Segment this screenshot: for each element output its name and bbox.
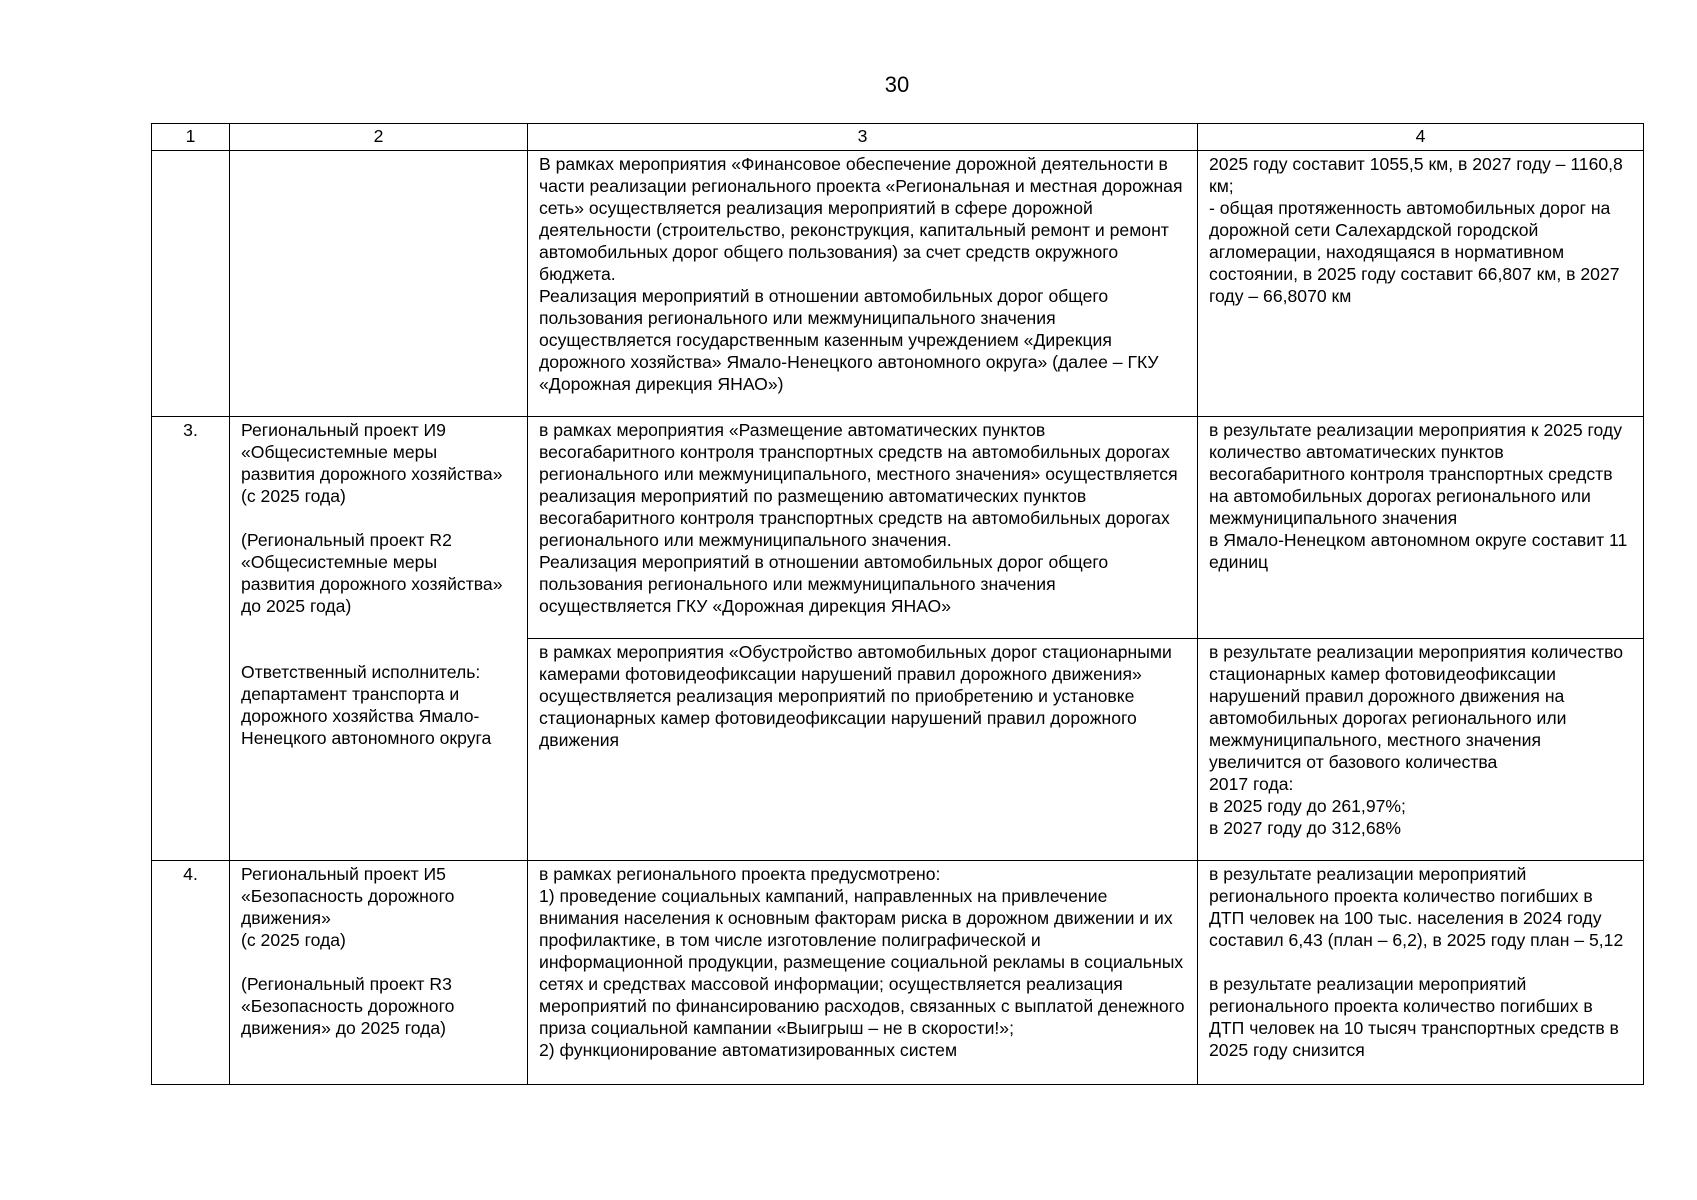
result-cell: в результате реализации мероприятия к 2025 году количество автоматических пунктов весогабаритного контроля транспортных средств на автомобильных дорогах регионального или межмуниципального значения в Ямало-Ненецком автономном округе составит 11 единиц: [1198, 417, 1644, 639]
header-col-4: 4: [1198, 124, 1644, 151]
project-cell: Региональный проект И5 «Безопасность дорожного движения» (с 2025 года) (Региональный проект R3 «Безопасность дорожного движения» до 2025 года): [230, 861, 528, 1085]
result-cell: в результате реализации мероприятий регионального проекта количество погибших в ДТП человек на 100 тыс. населения в 2024 году составил 6,43 (план – 6,2), в 2025 году план – 5,12 в результате реализации мероприятий регионального проекта количество погибших в ДТП человек на 10 тысяч транспортных средств в 2025 году снизится: [1198, 861, 1644, 1085]
description-cell: в рамках регионального проекта предусмотрено: 1) проведение социальных кампаний, направленных на привлечение внимания населения к основным факторам риска в дорожном движении и их профилактике, в том числе изготовление полиграфической и информационной продукции, размещение социальной рекламы в социальных сетях и средствах массовой информации; осуществляется реализация мероприятий по финансированию расходов, связанных с выплатой денежного приза социальной кампании «Выигрыш – не в скорости!»; 2) функционирование автоматизированных систем: [528, 861, 1198, 1085]
header-col-3: 3: [528, 124, 1198, 151]
measures-table: [151, 123, 1644, 1085]
table-row: [152, 861, 1644, 1085]
description-cell: в рамках мероприятия «Обустройство автомобильных дорог стационарными камерами фотовидеофиксации нарушений правил дорожного движения» осуществляется реализация мероприятий по приобретению и установке стационарных камер фотовидеофиксации нарушений правил дорожного движения: [528, 639, 1198, 861]
row-number: 4.: [152, 861, 230, 1085]
table-header-row: [152, 124, 1644, 151]
table-row: [152, 417, 1644, 639]
header-col-2: 2: [230, 124, 528, 151]
header-col-1: 1: [152, 124, 230, 151]
result-cell: в результате реализации мероприятия количество стационарных камер фотовидеофиксации нарушений правил дорожного движения на автомобильных дорогах регионального или межмуниципального, местного значения увеличится от базового количества 2017 года: в 2025 году до 261,97%; в 2027 году до 312,68%: [1198, 639, 1644, 861]
page-number: 30: [884, 72, 910, 97]
row-number: 3.: [152, 417, 230, 861]
table-row: [152, 151, 1644, 417]
project-cell: [230, 151, 528, 417]
result-cell: 2025 году составит 1055,5 км, в 2027 году – 1160,8 км; - общая протяженность автомобильных дорог на дорожной сети Салехардской городской агломерации, находящаяся в нормативном состоянии, в 2025 году составит 66,807 км, в 2027 году – 66,8070 км: [1198, 151, 1644, 417]
row-number: [152, 151, 230, 417]
project-cell: Региональный проект И9 «Общесистемные меры развития дорожного хозяйства» (с 2025 года) (Региональный проект R2 «Общесистемные меры развития дорожного хозяйства» до 2025 года) Ответственный исполнитель: департамент транспорта и дорожного хозяйства Ямало-Ненецкого автономного округа: [230, 417, 528, 861]
description-cell: В рамках мероприятия «Финансовое обеспечение дорожной деятельности в части реализации регионального проекта «Региональная и местная дорожная сеть» осуществляется реализация мероприятий в сфере дорожной деятельности (строительство, реконструкция, капитальный ремонт и ремонт автомобильных дорог общего пользования) за счет средств окружного бюджета. Реализация мероприятий в отношении автомобильных дорог общего пользования регионального или межмуниципального значения осуществляется государственным казенным учреждением «Дирекция дорожного хозяйства» Ямало-Ненецкого автономного округа» (далее – ГКУ «Дорожная дирекция ЯНАО»): [528, 151, 1198, 417]
description-cell: в рамках мероприятия «Размещение автоматических пунктов весогабаритного контроля транспортных средств на автомобильных дорогах регионального или межмуниципального, местного значения» осуществляется реализация мероприятий по размещению автоматических пунктов весогабаритного контроля транспортных средств на автомобильных дорогах регионального или межмуниципального значения. Реализация мероприятий в отношении автомобильных дорог общего пользования регионального или межмуниципального значения осуществляется ГКУ «Дорожная дирекция ЯНАО»: [528, 417, 1198, 639]
